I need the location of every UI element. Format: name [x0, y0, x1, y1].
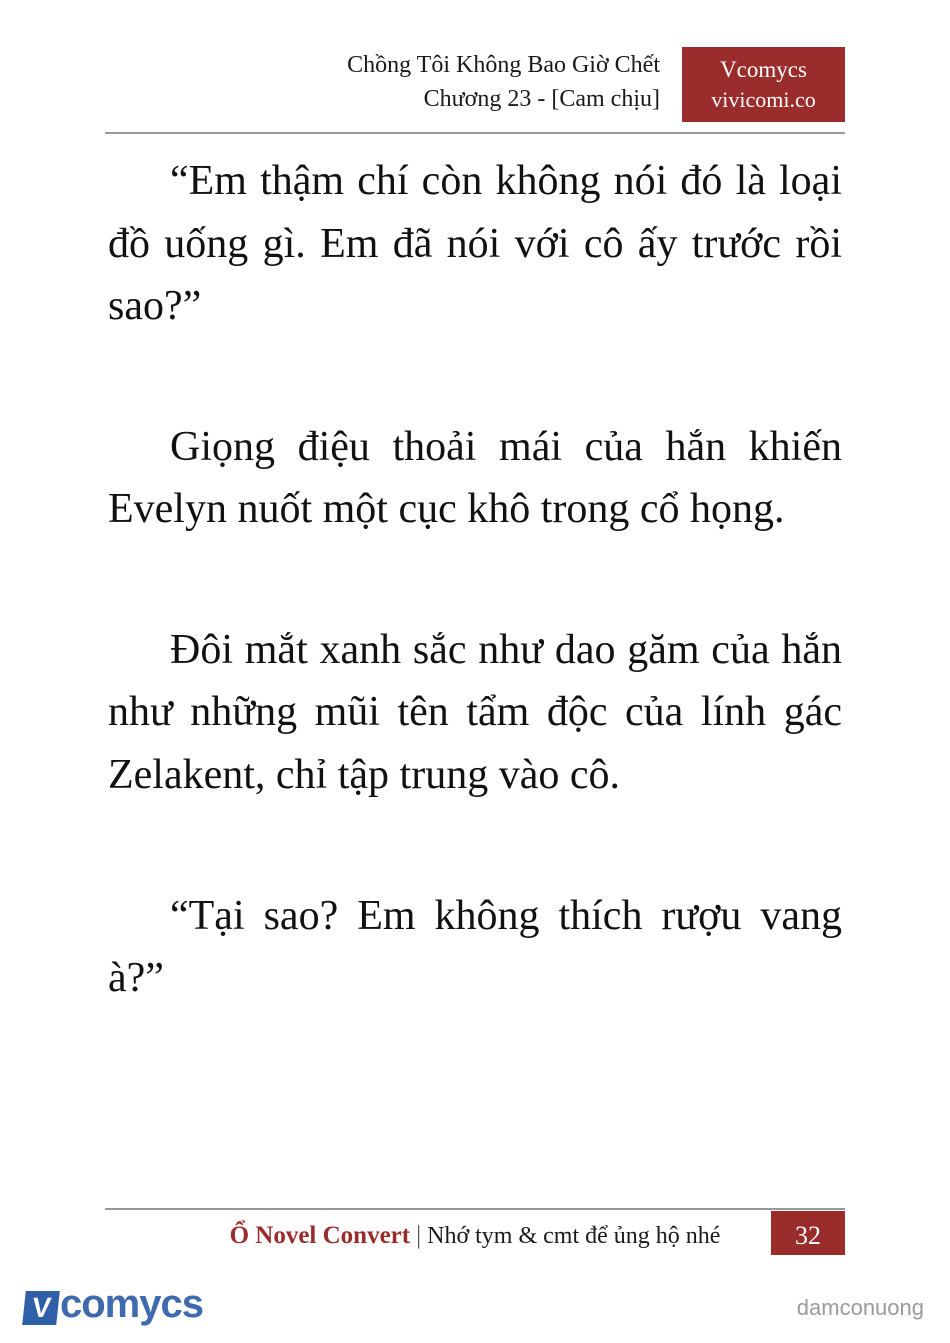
paragraph: Đôi mắt xanh sắc như dao găm của hắn như những mũi tên tẩm độc của lính gác Zelakent, chỉ tập trung vào cô.: [108, 626, 842, 799]
paragraph: “Tại sao? Em không thích rượu vang à?”: [108, 892, 842, 1002]
footer-credit: [105, 1222, 845, 1250]
page-content: [108, 150, 842, 1010]
footer-divider: [105, 1208, 845, 1210]
header-titles: [347, 48, 660, 116]
logo-wordmark: comycs: [60, 1282, 203, 1326]
paragraph: Giọng điệu thoải mái của hắn khiến Evelyn nuốt một cục khô trong cổ họng.: [108, 423, 842, 533]
paragraph: “Em thậm chí còn không nói đó là loại đồ uống gì. Em đã nói với cô ấy trước rồi sao?”: [108, 158, 842, 330]
footer-note: Nhớ tym & cmt để ủng hộ nhé: [427, 1223, 721, 1249]
site-badge-name: Vcomycs: [720, 57, 807, 83]
vcomycs-logo: [24, 1282, 203, 1327]
watermark-bar: [0, 1255, 950, 1343]
site-badge-url: vivicomi.co: [711, 87, 816, 113]
chapter-title: Chương 23 - [Cam chịu]: [423, 86, 660, 113]
watermark-right-text: damconuong: [796, 1295, 924, 1320]
page-header: [105, 48, 845, 132]
book-title: Chồng Tôi Không Bao Giờ Chết: [347, 52, 660, 78]
header-divider: [105, 132, 845, 134]
footer-brand: Ổ Novel Convert: [229, 1222, 411, 1249]
site-badge: [682, 47, 845, 122]
footer-separator: |: [416, 1222, 422, 1249]
page-number: 32: [771, 1211, 845, 1261]
logo-initial: V: [22, 1291, 60, 1325]
